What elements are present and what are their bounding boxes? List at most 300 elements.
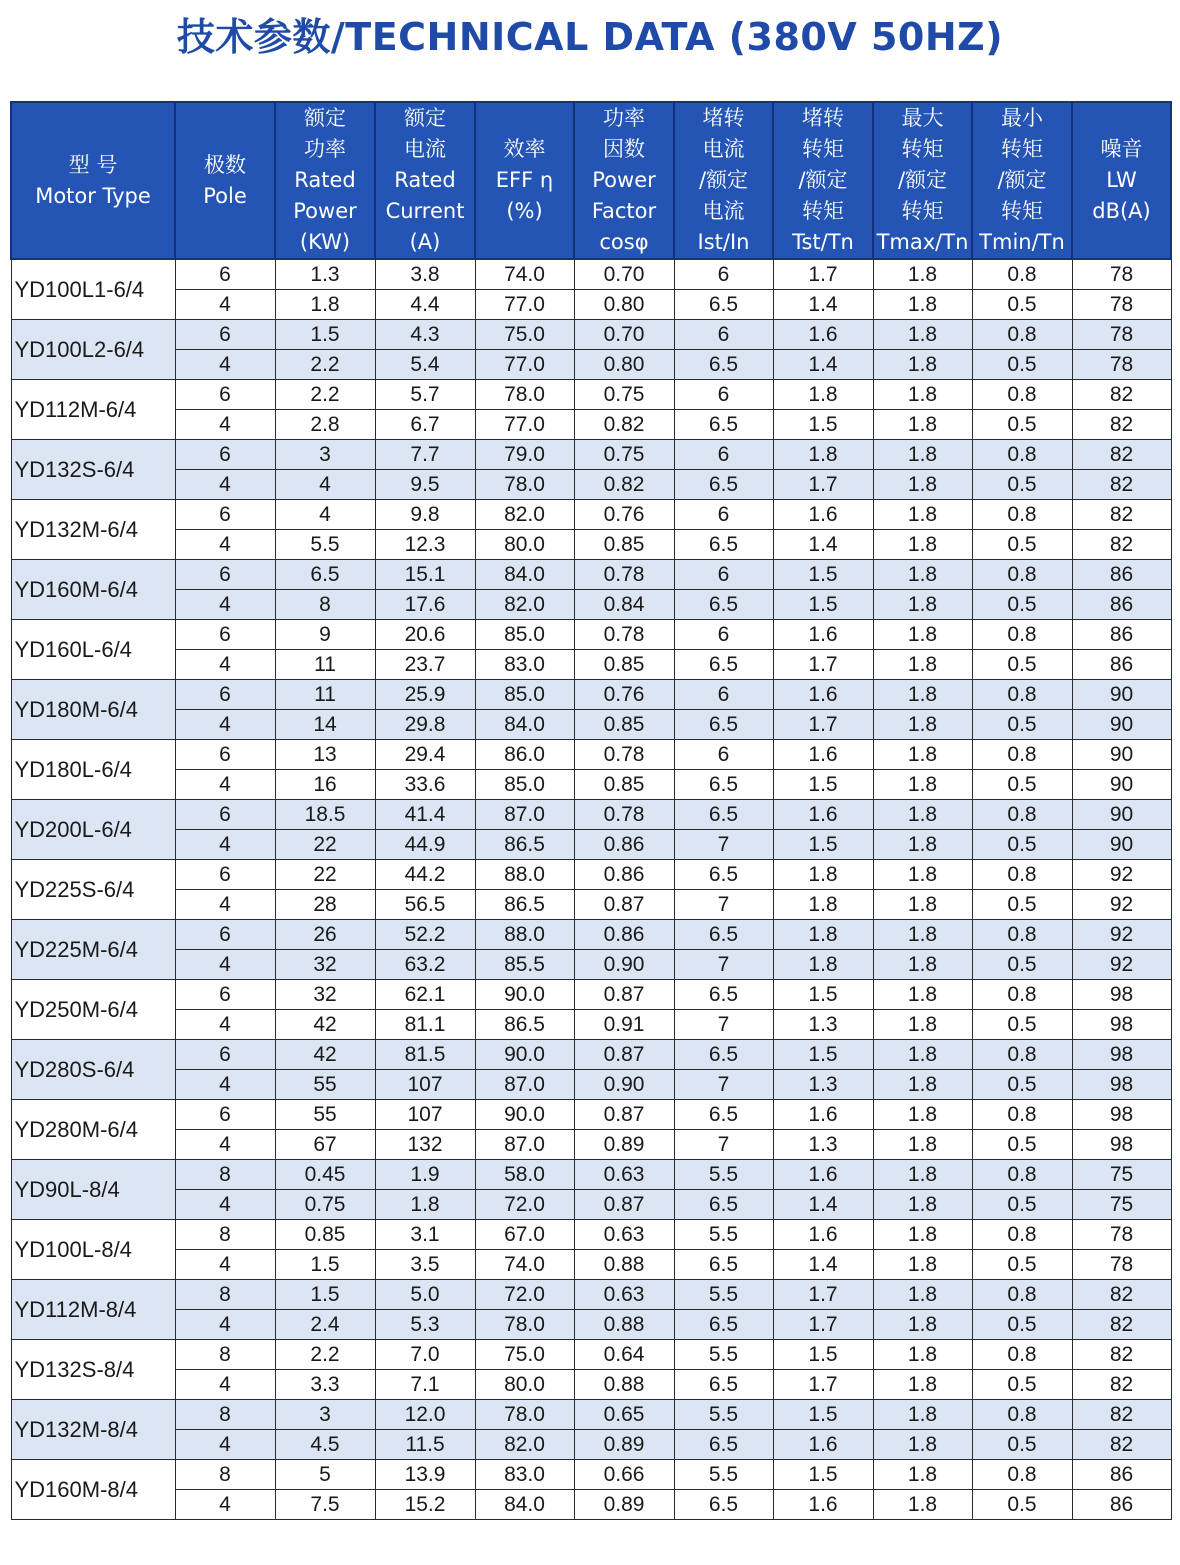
data-cell: 0.70 <box>574 259 674 290</box>
data-cell: 78 <box>1072 1220 1171 1250</box>
column-header-line: /额定 <box>897 168 948 192</box>
column-header-line: 最大 <box>901 106 944 130</box>
motor-type-cell: YD280M-6/4 <box>11 1100 175 1160</box>
data-cell: 1.3 <box>773 1070 873 1100</box>
data-cell: 92 <box>1072 860 1171 890</box>
data-cell: 90 <box>1072 800 1171 830</box>
motor-type-cell: YD100L1-6/4 <box>11 259 175 320</box>
data-cell: 6.5 <box>674 350 773 380</box>
data-cell: 6.5 <box>674 980 773 1010</box>
data-cell: 0.85 <box>574 530 674 560</box>
data-cell: 0.88 <box>574 1250 674 1280</box>
table-row <box>11 1070 1171 1100</box>
data-cell: 86.5 <box>475 890 574 920</box>
data-cell: 0.87 <box>574 1100 674 1130</box>
motor-type-cell: YD160L-6/4 <box>11 620 175 680</box>
data-cell: 5.5 <box>674 1340 773 1370</box>
data-cell: 78 <box>1072 290 1171 320</box>
motor-type-cell: YD280S-6/4 <box>11 1040 175 1100</box>
data-cell: 4 <box>175 350 275 380</box>
data-cell: 85.0 <box>475 680 574 710</box>
data-cell: 72.0 <box>475 1190 574 1220</box>
data-cell: 6.5 <box>674 410 773 440</box>
data-cell: 86 <box>1072 650 1171 680</box>
data-cell: 0.45 <box>275 1160 375 1190</box>
data-cell: 0.66 <box>574 1460 674 1490</box>
data-cell: 80.0 <box>475 530 574 560</box>
data-cell: 6 <box>674 380 773 410</box>
data-cell: 1.3 <box>275 259 375 290</box>
column-header-line: EFF η <box>495 168 554 192</box>
table-row <box>11 980 1171 1010</box>
table-row <box>11 1310 1171 1340</box>
data-cell: 2.2 <box>275 380 375 410</box>
data-cell: 7 <box>674 1010 773 1040</box>
data-cell: 82 <box>1072 380 1171 410</box>
data-cell: 78.0 <box>475 1310 574 1340</box>
data-cell: 1.8 <box>873 500 972 530</box>
data-cell: 90 <box>1072 740 1171 770</box>
data-cell: 6.5 <box>674 530 773 560</box>
data-cell: 8 <box>175 1280 275 1310</box>
data-cell: 79.0 <box>475 440 574 470</box>
data-cell: 9.5 <box>375 470 475 500</box>
data-cell: 4 <box>175 1070 275 1100</box>
data-cell: 0.85 <box>574 650 674 680</box>
data-cell: 0.85 <box>574 710 674 740</box>
data-cell: 4 <box>275 500 375 530</box>
data-cell: 1.8 <box>873 440 972 470</box>
column-header-line: Rated <box>294 168 356 192</box>
data-cell: 6 <box>175 740 275 770</box>
data-cell: 7 <box>674 1130 773 1160</box>
column-header-line: cosφ <box>599 230 649 254</box>
data-cell: 9 <box>275 620 375 650</box>
motor-type-cell: YD132S-6/4 <box>11 440 175 500</box>
data-cell: 90.0 <box>475 1040 574 1070</box>
data-cell: 0.5 <box>972 350 1072 380</box>
data-cell: 2.2 <box>275 1340 375 1370</box>
data-cell: 74.0 <box>475 259 574 290</box>
data-cell: 78 <box>1072 320 1171 350</box>
data-cell: 0.63 <box>574 1220 674 1250</box>
data-cell: 0.5 <box>972 290 1072 320</box>
table-row <box>11 560 1171 590</box>
column-header-line: 转矩 <box>1001 137 1043 161</box>
data-cell: 1.8 <box>873 1190 972 1220</box>
data-cell: 2.4 <box>275 1310 375 1340</box>
data-cell: 5.5 <box>275 530 375 560</box>
data-cell: 7.5 <box>275 1490 375 1520</box>
data-cell: 0.5 <box>972 1490 1072 1520</box>
data-cell: 1.8 <box>873 1370 972 1400</box>
data-cell: 1.8 <box>873 710 972 740</box>
data-cell: 52.2 <box>375 920 475 950</box>
data-cell: 0.8 <box>972 380 1072 410</box>
data-cell: 1.8 <box>873 1130 972 1160</box>
data-cell: 6 <box>674 259 773 290</box>
data-cell: 1.6 <box>773 320 873 350</box>
data-cell: 67.0 <box>475 1220 574 1250</box>
data-cell: 0.78 <box>574 740 674 770</box>
data-cell: 85.0 <box>475 620 574 650</box>
data-cell: 92 <box>1072 920 1171 950</box>
data-cell: 80.0 <box>475 1370 574 1400</box>
data-cell: 1.8 <box>873 1100 972 1130</box>
data-cell: 0.8 <box>972 440 1072 470</box>
column-header-line: 转矩 <box>901 199 944 223</box>
data-cell: 1.7 <box>773 470 873 500</box>
data-cell: 5.5 <box>674 1460 773 1490</box>
data-cell: 6.5 <box>674 860 773 890</box>
data-cell: 0.5 <box>972 830 1072 860</box>
data-cell: 86 <box>1072 620 1171 650</box>
data-cell: 63.2 <box>375 950 475 980</box>
column-header <box>11 102 175 259</box>
data-cell: 55 <box>275 1070 375 1100</box>
data-cell: 0.86 <box>574 860 674 890</box>
table-row <box>11 860 1171 890</box>
data-cell: 75 <box>1072 1160 1171 1190</box>
data-cell: 6.5 <box>674 1040 773 1070</box>
data-cell: 1.8 <box>873 1220 972 1250</box>
data-cell: 3.5 <box>375 1250 475 1280</box>
column-header-line: (%) <box>506 199 543 223</box>
data-cell: 0.82 <box>574 470 674 500</box>
column-header-line: 堵转 <box>702 106 745 130</box>
data-cell: 6.5 <box>674 1100 773 1130</box>
data-cell: 82.0 <box>475 590 574 620</box>
data-cell: 1.7 <box>773 1370 873 1400</box>
column-header-line: Ist/In <box>697 230 750 254</box>
table-row <box>11 500 1171 530</box>
data-cell: 1.8 <box>873 1340 972 1370</box>
data-cell: 13 <box>275 740 375 770</box>
data-cell: 1.5 <box>773 770 873 800</box>
data-cell: 78 <box>1072 1250 1171 1280</box>
data-cell: 0.86 <box>574 830 674 860</box>
data-cell: 0.90 <box>574 1070 674 1100</box>
data-cell: 90 <box>1072 680 1171 710</box>
table-row <box>11 1130 1171 1160</box>
table-row <box>11 350 1171 380</box>
data-cell: 4 <box>175 1310 275 1340</box>
data-cell: 90 <box>1072 770 1171 800</box>
data-cell: 1.8 <box>873 980 972 1010</box>
data-cell: 6 <box>175 440 275 470</box>
data-cell: 18.5 <box>275 800 375 830</box>
column-header <box>873 102 972 259</box>
data-cell: 1.8 <box>873 680 972 710</box>
data-cell: 8 <box>175 1220 275 1250</box>
data-cell: 0.8 <box>972 1280 1072 1310</box>
table-row <box>11 890 1171 920</box>
data-cell: 0.8 <box>972 860 1072 890</box>
table-row <box>11 680 1171 710</box>
data-cell: 0.8 <box>972 800 1072 830</box>
data-cell: 1.8 <box>773 860 873 890</box>
table-row <box>11 590 1171 620</box>
data-cell: 0.8 <box>972 620 1072 650</box>
data-cell: 98 <box>1072 980 1171 1010</box>
data-cell: 0.76 <box>574 680 674 710</box>
column-header-line: 最小 <box>1001 106 1043 130</box>
data-cell: 1.8 <box>873 830 972 860</box>
data-cell: 0.5 <box>972 1250 1072 1280</box>
data-cell: 1.8 <box>873 860 972 890</box>
data-cell: 0.64 <box>574 1340 674 1370</box>
data-cell: 4 <box>175 530 275 560</box>
data-cell: 1.5 <box>275 320 375 350</box>
data-cell: 1.5 <box>275 1280 375 1310</box>
column-header-line: 极数 <box>204 152 246 177</box>
data-cell: 1.8 <box>375 1190 475 1220</box>
data-cell: 87.0 <box>475 1130 574 1160</box>
data-cell: 7 <box>674 830 773 860</box>
data-cell: 4 <box>175 1130 275 1160</box>
data-cell: 82 <box>1072 1340 1171 1370</box>
data-cell: 83.0 <box>475 650 574 680</box>
data-cell: 0.63 <box>574 1160 674 1190</box>
data-cell: 4 <box>175 1430 275 1460</box>
column-header <box>773 102 873 259</box>
data-cell: 90.0 <box>475 980 574 1010</box>
table-row <box>11 1250 1171 1280</box>
table-row <box>11 950 1171 980</box>
table-row <box>11 1190 1171 1220</box>
data-cell: 1.8 <box>873 770 972 800</box>
data-cell: 82 <box>1072 410 1171 440</box>
column-header-line: 电流 <box>702 137 745 161</box>
data-cell: 0.87 <box>574 980 674 1010</box>
data-cell: 0.89 <box>574 1430 674 1460</box>
data-cell: 25.9 <box>375 680 475 710</box>
data-cell: 1.5 <box>773 590 873 620</box>
data-cell: 5.5 <box>674 1400 773 1430</box>
data-cell: 26 <box>275 920 375 950</box>
data-cell: 81.1 <box>375 1010 475 1040</box>
data-cell: 0.8 <box>972 1040 1072 1070</box>
data-cell: 7.0 <box>375 1340 475 1370</box>
data-cell: 1.8 <box>773 380 873 410</box>
column-header-line: Motor Type <box>35 183 151 208</box>
data-cell: 1.6 <box>773 1430 873 1460</box>
data-cell: 1.6 <box>773 1160 873 1190</box>
data-cell: 1.5 <box>773 980 873 1010</box>
column-header <box>275 102 375 259</box>
data-cell: 75.0 <box>475 1340 574 1370</box>
data-cell: 4 <box>175 950 275 980</box>
data-cell: 0.5 <box>972 770 1072 800</box>
data-cell: 82 <box>1072 470 1171 500</box>
table-row <box>11 320 1171 350</box>
column-header <box>475 102 574 259</box>
data-cell: 16 <box>275 770 375 800</box>
data-cell: 0.5 <box>972 950 1072 980</box>
table-row <box>11 710 1171 740</box>
data-cell: 98 <box>1072 1130 1171 1160</box>
data-cell: 5.5 <box>674 1280 773 1310</box>
data-cell: 0.8 <box>972 1340 1072 1370</box>
column-header-line: 堵转 <box>802 106 844 130</box>
data-cell: 4 <box>175 650 275 680</box>
data-cell: 90.0 <box>475 1100 574 1130</box>
data-cell: 0.8 <box>972 1100 1072 1130</box>
column-header <box>674 102 773 259</box>
data-cell: 6 <box>175 800 275 830</box>
column-header-line: 转矩 <box>802 137 844 161</box>
column-header-line: /额定 <box>997 168 1047 192</box>
data-cell: 0.5 <box>972 590 1072 620</box>
data-cell: 32 <box>275 980 375 1010</box>
data-cell: 0.88 <box>574 1370 674 1400</box>
data-cell: 6 <box>674 560 773 590</box>
data-cell: 7.7 <box>375 440 475 470</box>
data-cell: 6.5 <box>674 920 773 950</box>
data-cell: 82.0 <box>475 1430 574 1460</box>
data-cell: 132 <box>375 1130 475 1160</box>
table-row <box>11 380 1171 410</box>
data-cell: 0.91 <box>574 1010 674 1040</box>
data-cell: 82 <box>1072 1370 1171 1400</box>
data-cell: 3.3 <box>275 1370 375 1400</box>
data-cell: 0.5 <box>972 1430 1072 1460</box>
data-cell: 82 <box>1072 1280 1171 1310</box>
data-cell: 1.8 <box>773 890 873 920</box>
data-cell: 72.0 <box>475 1280 574 1310</box>
data-cell: 4 <box>175 1010 275 1040</box>
data-cell: 62.1 <box>375 980 475 1010</box>
motor-type-cell: YD112M-6/4 <box>11 380 175 440</box>
data-cell: 1.4 <box>773 290 873 320</box>
column-header-line: 功率 <box>304 137 346 161</box>
data-cell: 77.0 <box>475 350 574 380</box>
data-cell: 6.7 <box>375 410 475 440</box>
table-row <box>11 1430 1171 1460</box>
column-header-line: Tmin/Tn <box>979 230 1065 254</box>
data-cell: 6.5 <box>674 710 773 740</box>
data-cell: 86 <box>1072 560 1171 590</box>
data-cell: 92 <box>1072 890 1171 920</box>
data-cell: 4 <box>175 1250 275 1280</box>
data-cell: 0.76 <box>574 500 674 530</box>
data-cell: 42 <box>275 1010 375 1040</box>
data-cell: 5.0 <box>375 1280 475 1310</box>
data-cell: 6.5 <box>674 1370 773 1400</box>
data-cell: 0.89 <box>574 1490 674 1520</box>
data-cell: 6 <box>175 500 275 530</box>
data-cell: 85.5 <box>475 950 574 980</box>
data-cell: 67 <box>275 1130 375 1160</box>
table-row <box>11 1400 1171 1430</box>
data-cell: 82.0 <box>475 500 574 530</box>
data-cell: 11.5 <box>375 1430 475 1460</box>
data-cell: 6.5 <box>674 590 773 620</box>
data-cell: 0.5 <box>972 410 1072 440</box>
motor-type-cell: YD132M-6/4 <box>11 500 175 560</box>
motor-type-cell: YD180L-6/4 <box>11 740 175 800</box>
table-body <box>11 259 1171 1520</box>
data-cell: 0.87 <box>574 1190 674 1220</box>
column-header <box>1072 102 1171 259</box>
data-cell: 29.8 <box>375 710 475 740</box>
data-cell: 0.65 <box>574 1400 674 1430</box>
data-cell: 22 <box>275 830 375 860</box>
column-header-line: 额定 <box>404 106 446 130</box>
data-cell: 1.8 <box>873 800 972 830</box>
table-row <box>11 530 1171 560</box>
data-cell: 1.8 <box>873 1160 972 1190</box>
motor-type-cell: YD90L-8/4 <box>11 1160 175 1220</box>
motor-type-cell: YD100L-8/4 <box>11 1220 175 1280</box>
column-header-line: Rated <box>394 168 456 192</box>
data-cell: 6 <box>175 1100 275 1130</box>
column-header-line: /额定 <box>698 168 749 192</box>
column-header-line: Power <box>293 199 357 223</box>
data-cell: 0.8 <box>972 740 1072 770</box>
data-cell: 1.6 <box>773 1490 873 1520</box>
data-cell: 0.5 <box>972 1130 1072 1160</box>
data-cell: 4 <box>275 470 375 500</box>
data-cell: 1.5 <box>275 1250 375 1280</box>
column-header <box>175 102 275 259</box>
data-cell: 6 <box>175 680 275 710</box>
data-cell: 75 <box>1072 1190 1171 1220</box>
data-cell: 1.8 <box>873 560 972 590</box>
data-cell: 86 <box>1072 590 1171 620</box>
data-cell: 14 <box>275 710 375 740</box>
data-cell: 6 <box>175 1040 275 1070</box>
data-cell: 78.0 <box>475 380 574 410</box>
data-cell: 107 <box>375 1070 475 1100</box>
data-cell: 1.3 <box>773 1010 873 1040</box>
data-cell: 6 <box>674 740 773 770</box>
table-row <box>11 650 1171 680</box>
data-cell: 1.5 <box>773 1040 873 1070</box>
data-cell: 2.2 <box>275 350 375 380</box>
data-cell: 1.8 <box>873 1070 972 1100</box>
data-cell: 86 <box>1072 1460 1171 1490</box>
table-row <box>11 1100 1171 1130</box>
data-cell: 86 <box>1072 1490 1171 1520</box>
data-cell: 1.8 <box>873 470 972 500</box>
data-cell: 4 <box>175 470 275 500</box>
data-cell: 6 <box>674 440 773 470</box>
data-cell: 6.5 <box>674 1490 773 1520</box>
data-cell: 0.85 <box>574 770 674 800</box>
data-cell: 1.7 <box>773 710 873 740</box>
data-cell: 1.8 <box>873 620 972 650</box>
data-cell: 87.0 <box>475 800 574 830</box>
data-cell: 3.8 <box>375 259 475 290</box>
data-cell: 1.5 <box>773 1400 873 1430</box>
data-cell: 0.8 <box>972 560 1072 590</box>
data-cell: 0.75 <box>275 1190 375 1220</box>
column-header-line: 噪音 <box>1100 137 1143 161</box>
data-cell: 1.8 <box>873 530 972 560</box>
data-cell: 0.5 <box>972 530 1072 560</box>
data-cell: 0.5 <box>972 1310 1072 1340</box>
data-cell: 0.8 <box>972 1160 1072 1190</box>
motor-type-cell: YD132S-8/4 <box>11 1340 175 1400</box>
data-cell: 0.84 <box>574 590 674 620</box>
data-cell: 4.3 <box>375 320 475 350</box>
data-cell: 1.6 <box>773 680 873 710</box>
motor-type-cell: YD100L2-6/4 <box>11 320 175 380</box>
data-cell: 56.5 <box>375 890 475 920</box>
data-cell: 90 <box>1072 830 1171 860</box>
data-cell: 1.5 <box>773 1460 873 1490</box>
